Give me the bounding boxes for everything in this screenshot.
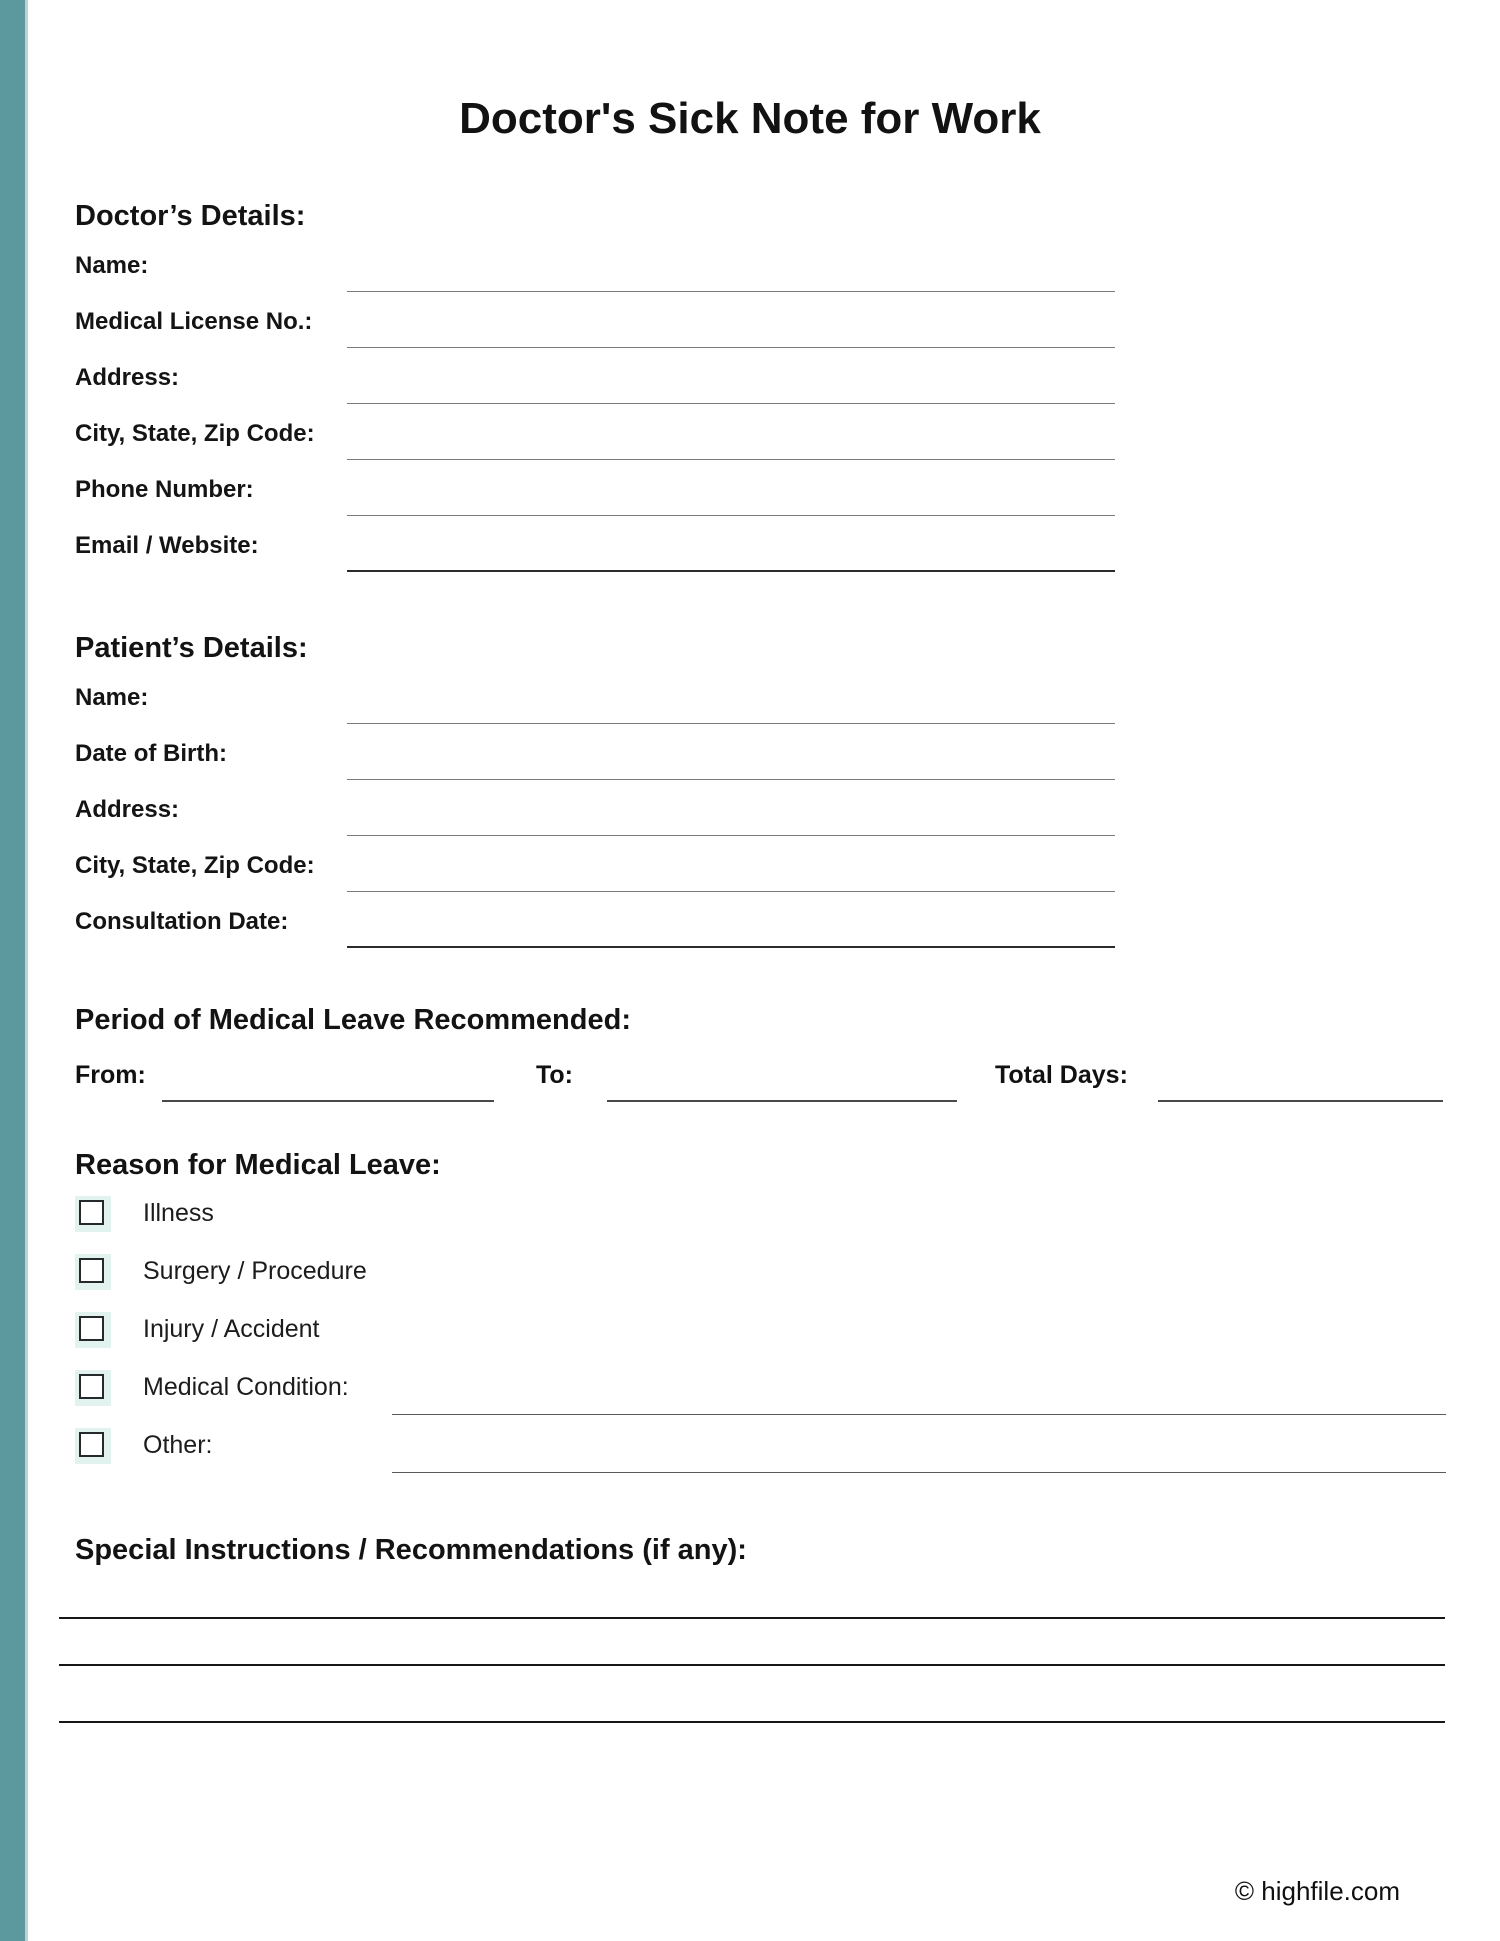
reason-option-surgery <box>75 1254 1445 1312</box>
leave-to-input[interactable] <box>607 1100 957 1102</box>
medical-condition-label: Medical Condition: <box>143 1373 349 1401</box>
doctor-details-section <box>75 196 1115 572</box>
other-label: Other: <box>143 1431 213 1459</box>
medical-condition-input[interactable] <box>392 1414 1446 1415</box>
special-instructions-line-2[interactable] <box>59 1664 1445 1666</box>
leave-reason-heading: Reason for Medical Leave: <box>75 1149 441 1181</box>
field-row <box>75 404 1115 460</box>
field-row <box>75 348 1115 404</box>
leave-to-label: To: <box>536 1061 574 1089</box>
doctor-details-heading: Doctor’s Details: <box>75 200 306 232</box>
checkbox-illness[interactable] <box>75 1196 111 1232</box>
doctor-address-label: Address: <box>75 364 180 391</box>
reason-option-other <box>75 1428 1445 1486</box>
other-reason-input[interactable] <box>392 1472 1446 1473</box>
checkbox-injury-accident[interactable] <box>75 1312 111 1348</box>
checkbox-box-icon <box>79 1432 104 1457</box>
field-row <box>75 236 1115 292</box>
copyright-footer: © highfile.com <box>1234 1876 1400 1906</box>
checkbox-box-icon <box>79 1374 104 1399</box>
checkbox-box-icon <box>79 1258 104 1283</box>
leave-period-section <box>75 1000 1445 1102</box>
checkbox-box-icon <box>79 1316 104 1341</box>
injury-accident-label: Injury / Accident <box>143 1315 320 1343</box>
page-title: Doctor's Sick Note for Work <box>459 94 1041 143</box>
special-instructions-heading: Special Instructions / Recommendations (if any): <box>75 1534 747 1566</box>
patient-name-label: Name: <box>75 684 149 711</box>
field-row <box>75 724 1115 780</box>
field-row <box>75 460 1115 516</box>
doctor-email-website-input[interactable] <box>347 570 1115 572</box>
field-row <box>75 892 1115 948</box>
left-accent-bar <box>0 0 28 1941</box>
doctor-city-state-zip-label: City, State, Zip Code: <box>75 420 315 447</box>
leave-from-label: From: <box>75 1061 146 1089</box>
leave-period-heading: Period of Medical Leave Recommended: <box>75 1004 631 1036</box>
field-row <box>75 668 1115 724</box>
spacer <box>75 1185 1445 1196</box>
consultation-date-input[interactable] <box>347 946 1115 948</box>
reason-option-injury <box>75 1312 1445 1370</box>
reason-option-medical-condition <box>75 1370 1445 1428</box>
patient-city-state-zip-label: City, State, Zip Code: <box>75 852 315 879</box>
checkbox-surgery-procedure[interactable] <box>75 1254 111 1290</box>
doctor-license-label: Medical License No.: <box>75 308 313 335</box>
field-row <box>75 836 1115 892</box>
patient-details-heading: Patient’s Details: <box>75 632 308 664</box>
patient-address-label: Address: <box>75 796 180 823</box>
checkbox-box-icon <box>79 1200 104 1225</box>
field-row <box>75 780 1115 836</box>
consultation-date-label: Consultation Date: <box>75 908 289 935</box>
leave-reason-section <box>75 1145 1445 1486</box>
patient-dob-label: Date of Birth: <box>75 740 227 767</box>
surgery-procedure-label: Surgery / Procedure <box>143 1257 367 1285</box>
checkbox-other[interactable] <box>75 1428 111 1464</box>
field-row <box>75 516 1115 572</box>
special-instructions-section <box>59 1530 1445 1780</box>
total-days-label: Total Days: <box>995 1061 1128 1089</box>
doctor-phone-label: Phone Number: <box>75 476 254 503</box>
leave-period-row <box>75 1040 1445 1102</box>
special-instructions-line-3[interactable] <box>59 1721 1445 1723</box>
reason-option-illness <box>75 1196 1445 1254</box>
doctor-name-label: Name: <box>75 252 149 279</box>
leave-from-input[interactable] <box>162 1100 494 1102</box>
special-instructions-line-1[interactable] <box>59 1617 1445 1619</box>
doctor-email-website-label: Email / Website: <box>75 532 259 559</box>
patient-details-section <box>75 628 1115 948</box>
field-row <box>75 292 1115 348</box>
total-days-input[interactable] <box>1158 1100 1443 1102</box>
checkbox-medical-condition[interactable] <box>75 1370 111 1406</box>
illness-label: Illness <box>143 1199 214 1227</box>
